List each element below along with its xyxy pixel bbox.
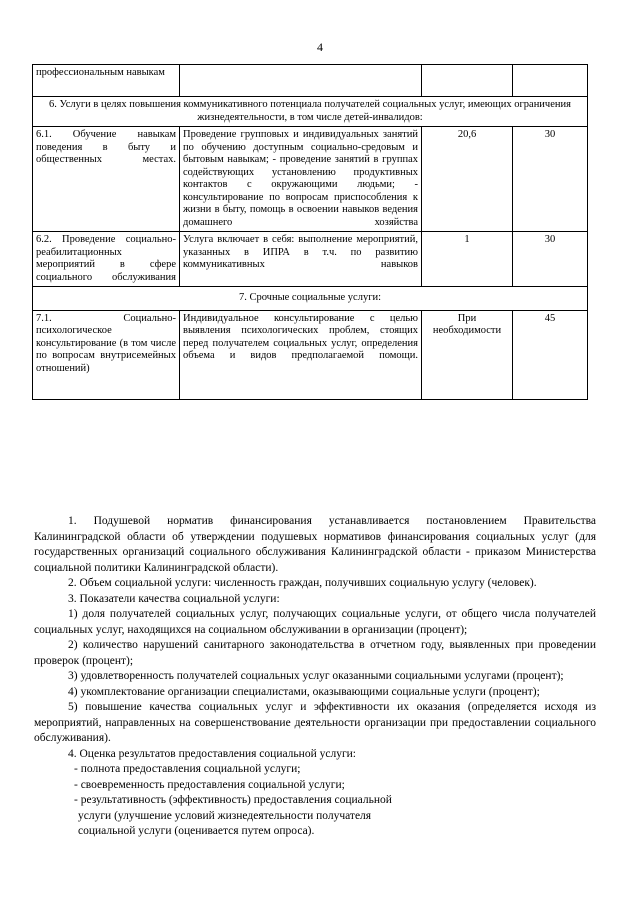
quality-indicator-4: 4) укомплектование организации специалистами, оказывающими социальные услуги (процент);: [68, 685, 540, 698]
service-desc-cell: Проведение групповых и индивидуальных занятий по обучению доступным социально-средовым и бытовым навыкам; - проведение занятий в группах содействующих установлению продуктивных контактов с окружающими людьми; - консультирование по вопросам приспособления к жизни в быту, помощь в освоении навыков ведения домашнего хозяйства: [180, 127, 422, 232]
section-header-row: [33, 97, 588, 127]
quality-indicator-1: 1) доля получателей социальных услуг, получающих социальные услуги, от общего числа получателей социальных услуг, находящихся на социальном обслуживании в организации (процент);: [34, 608, 596, 636]
norm-cell: 1: [422, 232, 513, 287]
table-row: [33, 310, 588, 399]
service-name-cell: 6.2. Проведение социально-реабилитационных мероприятий в сфере социального обслуживания: [33, 232, 180, 287]
service-desc-cell: Индивидуальное консультирование с целью выявления психологических проблем, стоящих перед получателем социальных услуг, определения объема и видов предполагаемой помощи.: [180, 310, 422, 399]
quality-indicator-5: 5) повышение качества социальных услуг и эффективности их оказания (определяется исходя из мероприятий, направленных на совершенствование деятельности организации при предоставлении социального обслуживания).: [34, 701, 596, 744]
service-desc-cell: [180, 65, 422, 97]
quality-indicator-3: 3) удовлетворенность получателей социальных услуг оказанными социальными услугами (процент);: [68, 670, 564, 682]
section-7-title: 7. Срочные социальные услуги:: [33, 287, 588, 311]
document-body: [34, 514, 596, 840]
time-cell: 45: [513, 310, 588, 399]
time-cell: [513, 65, 588, 97]
table-row: [33, 232, 588, 287]
evaluation-item: - полнота предоставления социальной услуги;: [74, 763, 301, 775]
page-number: 4: [317, 40, 323, 54]
time-cell: 30: [513, 232, 588, 287]
paragraph-3: 3. Показатели качества социальной услуги:: [68, 592, 280, 605]
norm-cell: При необходимости: [422, 310, 513, 399]
section-header-row: [33, 287, 588, 311]
service-name-cell: 7.1. Социально-психологическое консультирование (в том числе по вопросам внутрисемейных отношений): [33, 310, 180, 399]
paragraph-1: 1. Подушевой норматив финансирования устанавливается постановлением Правительства Калининградской области об утверждении подушевых нормативов финансирования социальных услуг (для государственных организаций социального обслуживания Калининградской области - приказом Министерства социальной политики Калининградской области).: [34, 515, 596, 574]
table-row: [33, 127, 588, 232]
paragraph-4: 4. Оценка результатов предоставления социальной услуги:: [68, 747, 357, 760]
norm-cell: [422, 65, 513, 97]
time-cell: 30: [513, 127, 588, 232]
quality-indicator-2: 2) количество нарушений санитарного законодательства в отчетном году, выявленных при проведении проверок (процент);: [34, 639, 596, 667]
paragraph-2: 2. Объем социальной услуги: численность граждан, получивших социальную услугу (человек).: [68, 577, 537, 589]
services-table: [32, 64, 588, 400]
evaluation-item: - результативность (эффективность) предоставления социальной: [74, 794, 392, 806]
section-6-title: 6. Услуги в целях повышения коммуникативного потенциала получателей социальных услуг, имеющих ограничения жизнедеятельности, в том числе детей-инвалидов:: [33, 97, 588, 127]
evaluation-item: - своевременность предоставления социальной услуги;: [74, 778, 345, 791]
table-row: [33, 65, 588, 97]
norm-cell: 20,6: [422, 127, 513, 232]
service-name-cell: 6.1. Обучение навыкам поведения в быту и общественных местах.: [33, 127, 180, 232]
evaluation-item: социальной услуги (оценивается путем опроса).: [78, 825, 315, 837]
evaluation-item: услуги (улучшение условий жизнедеятельности получателя: [78, 809, 372, 822]
service-name-cell: профессиональным навыкам: [33, 65, 180, 97]
service-desc-cell: Услуга включает в себя: выполнение мероприятий, указанных в ИПРА в т.ч. по развитию коммуникативных навыков: [180, 232, 422, 287]
